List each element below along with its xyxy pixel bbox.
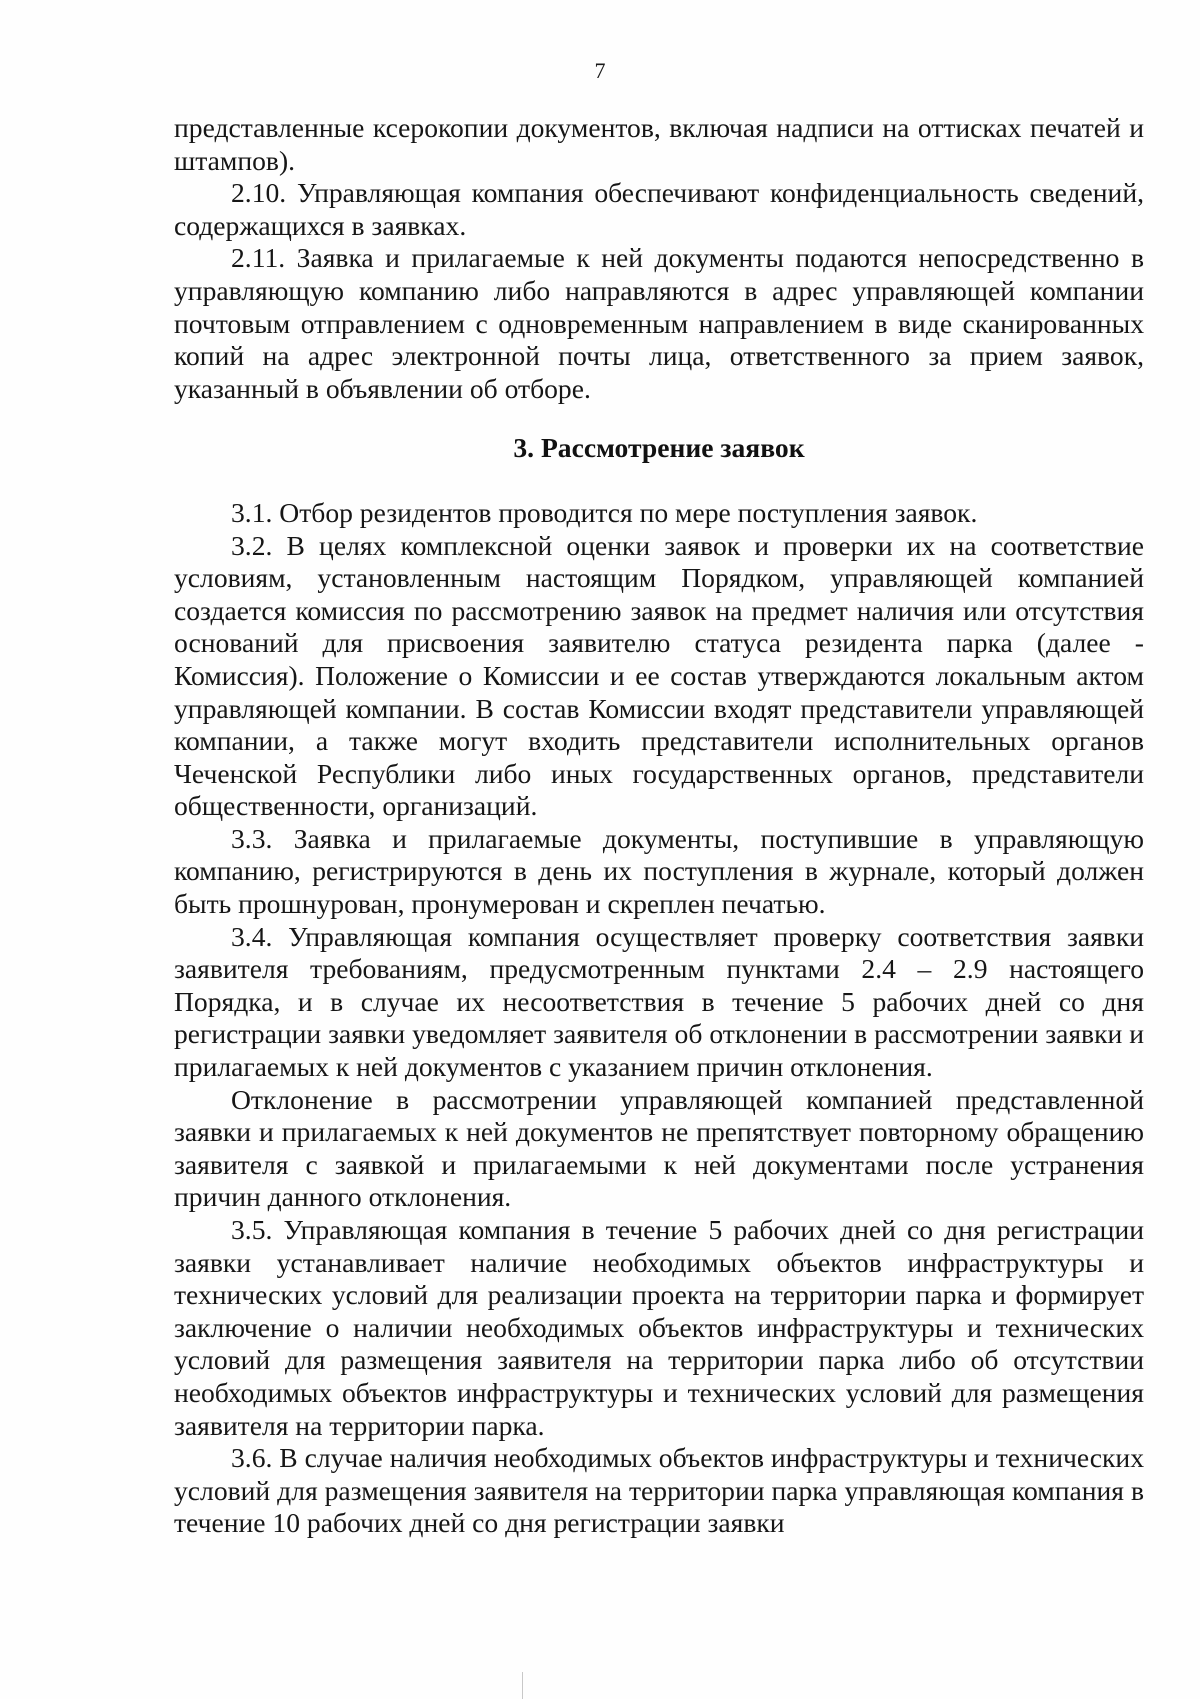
- paragraph-3-4-rejection: Отклонение в рассмотрении управляющей компанией представленной заявки и прилагаемых к ней документов не препятствует повторному обращению заявителя с заявкой и прилагаемыми к ней документами после устранения причин данного отклонения.: [174, 1083, 1144, 1213]
- paragraph-3-6: 3.6. В случае наличия необходимых объектов инфраструктуры и технических условий для размещения заявителя на территории парка управляющая компания в течение 10 рабочих дней со дня регистрации заявки: [174, 1442, 1144, 1539]
- section-heading: 3. Рассмотрение заявок: [513, 432, 805, 464]
- paragraph-3-4: 3.4. Управляющая компания осуществляет проверку соответствия заявки заявителя требованиям, предусмотренным пунктами 2.4 – 2.9 настоящего Порядка, и в случае их несоответствия в течение 5 рабочих дней со дня регистрации заявки уведомляет заявителя об отклонении в рассмотрении заявки и прилагаемых к ней документов с указанием причин отклонения.: [174, 920, 1144, 1083]
- paragraph-2-11: 2.11. Заявка и прилагаемые к ней документы подаются непосредственно в управляющую компанию либо направляются в адрес управляющей компании почтовым отправлением с одновременным направлением в виде сканированных копий на адрес электронной почты лица, ответственного за прием заявок, указанный в объявлении об отборе.: [174, 242, 1144, 404]
- paragraph-3-3: 3.3. Заявка и прилагаемые документы, поступившие в управляющую компанию, регистрируются в день их поступления в журнале, который должен быть прошнурован, пронумерован и скреплен печатью.: [174, 822, 1144, 920]
- paragraph-3-1: 3.1. Отбор резидентов проводится по мере поступления заявок.: [231, 496, 978, 528]
- paragraph-continuation: представленные ксерокопии документов, включая надписи на оттисках печатей и штампов).: [174, 112, 1144, 176]
- paragraph-3-2: 3.2. В целях комплексной оценки заявок и проверки их на соответствие условиям, установленным настоящим Порядком, управляющей компанией создается комиссия по рассмотрению заявок на предмет наличия или отсутствия оснований для присвоения заявителю статуса резидента парка (далее - Комиссия). Положение о Комиссии и ее состав утверждаются локальным актом управляющей компании. В состав Комиссии входят представители управляющей компании, а также могут входить представители исполнительных органов Чеченской Республики либо иных государственных органов, представители общественности, организаций.: [174, 529, 1144, 822]
- scan-artifact-line: [522, 1672, 523, 1699]
- paragraph-3-5: 3.5. Управляющая компания в течение 5 рабочих дней со дня регистрации заявки устанавливает наличие необходимых объектов инфраструктуры и технических условий для реализации проекта на территории парка и формирует заключение о наличии необходимых объектов инфраструктуры и технических условий для размещения заявителя на территории парка либо об отсутствии необходимых объектов инфраструктуры и технических условий для размещения заявителя на территории парка.: [174, 1214, 1144, 1441]
- page-number: 7: [594, 58, 606, 83]
- paragraph-2-10: 2.10. Управляющая компания обеспечивают конфиденциальность сведений, содержащихся в заявках.: [174, 177, 1144, 241]
- document-body: [174, 112, 1144, 1540]
